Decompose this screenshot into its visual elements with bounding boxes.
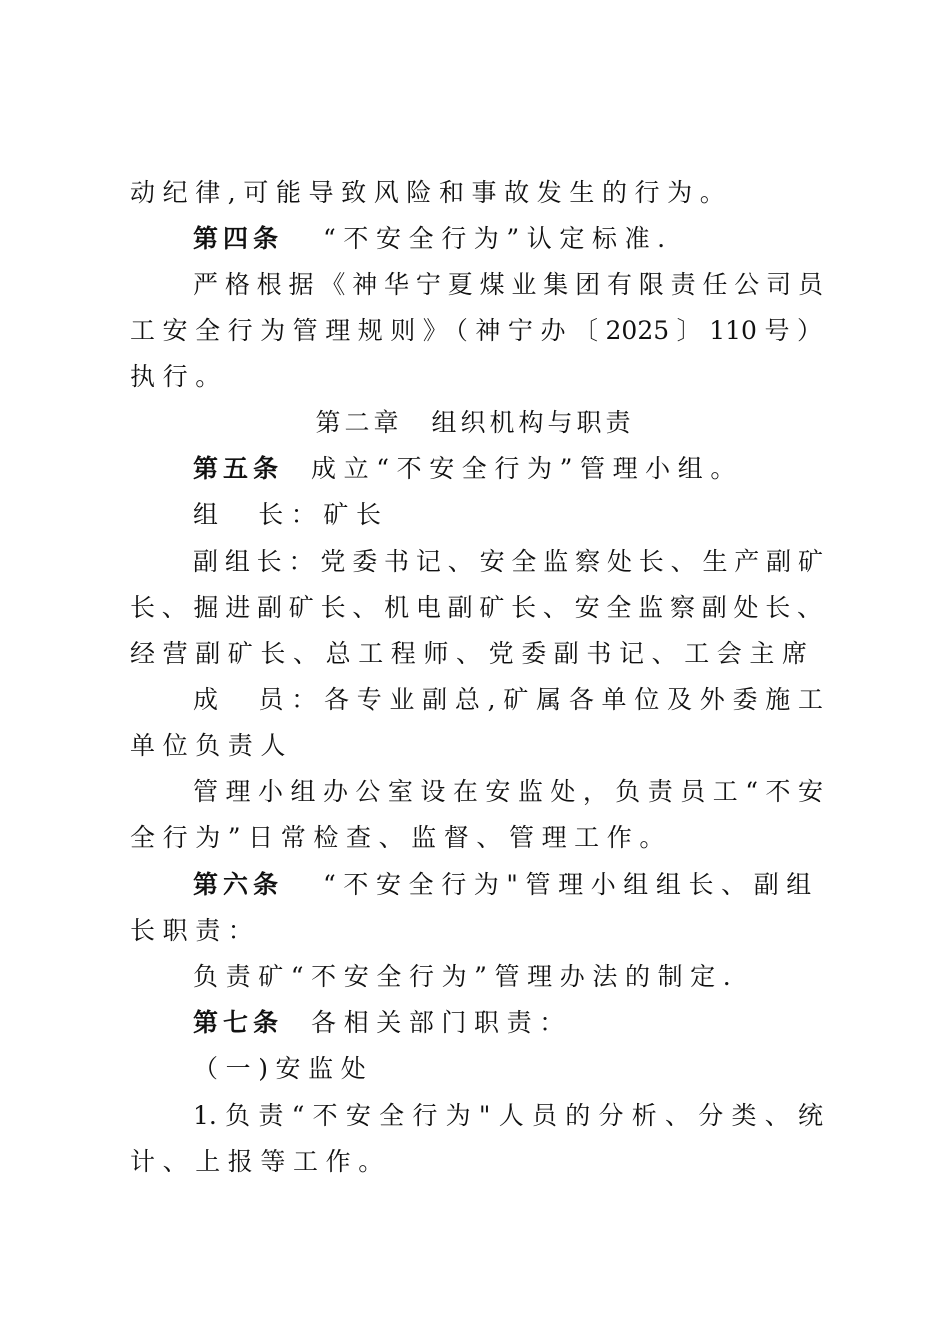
article-6 (193, 868, 823, 902)
paragraph-line: 经营副矿长、总工程师、党委副书记、工会主席 (130, 639, 815, 668)
paragraph-line: 副组长：党委书记、安全监察处长、生产副矿 (193, 547, 823, 576)
paragraph-line: 成 员：各专业副总,矿属各单位及外委施工 (193, 685, 823, 714)
article-label: 第六条 (193, 870, 284, 899)
paragraph-line: 负责矿“不安全行为”管理办法的制定. (193, 962, 739, 991)
paragraph-line: 管理小组办公室设在安监处，负责员工“不安 (193, 777, 823, 806)
paragraph-line: 执行。 (130, 362, 228, 391)
article-5 (193, 452, 823, 486)
paragraph-line: 计、上报等工作。 (130, 1147, 391, 1176)
paragraph-line: 长、掘进副矿长、机电副矿长、安全监察副处长、 (130, 593, 822, 622)
paragraph-line: 动纪律,可能导致风险和事故发生的行为。 (130, 178, 733, 207)
paragraph-line: 全行为”日常检查、监督、管理工作。 (130, 823, 672, 852)
article-text: “不安全行为"管理小组组长、副组 (323, 870, 819, 899)
article-text: 成立“不安全行为”管理小组。 (311, 454, 743, 483)
article-text: 各相关部门职责： (311, 1008, 572, 1037)
paragraph-line: 工安全行为管理规则》（神宁办〔2025〕110号） (130, 316, 822, 345)
article-label: 第五条 (193, 454, 284, 483)
paragraph-line: 1.负责“不安全行为"人员的分析、分类、统 (193, 1101, 823, 1130)
paragraph-line: 单位负责人 (130, 731, 294, 760)
article-label: 第七条 (193, 1008, 284, 1037)
article-4 (193, 222, 823, 256)
paragraph-line: 长职责： (130, 916, 261, 945)
article-7 (193, 1006, 823, 1040)
paragraph-line: 组 长：矿长 (193, 500, 389, 529)
chapter-heading: 第二章 组织机构与职责 (315, 408, 635, 437)
section-heading: （一)安监处 (193, 1054, 374, 1083)
article-label: 第四条 (193, 224, 284, 253)
article-text: “不安全行为”认定标准. (323, 224, 673, 253)
paragraph-line: 严格根据《神华宁夏煤业集团有限责任公司员 (193, 270, 823, 299)
